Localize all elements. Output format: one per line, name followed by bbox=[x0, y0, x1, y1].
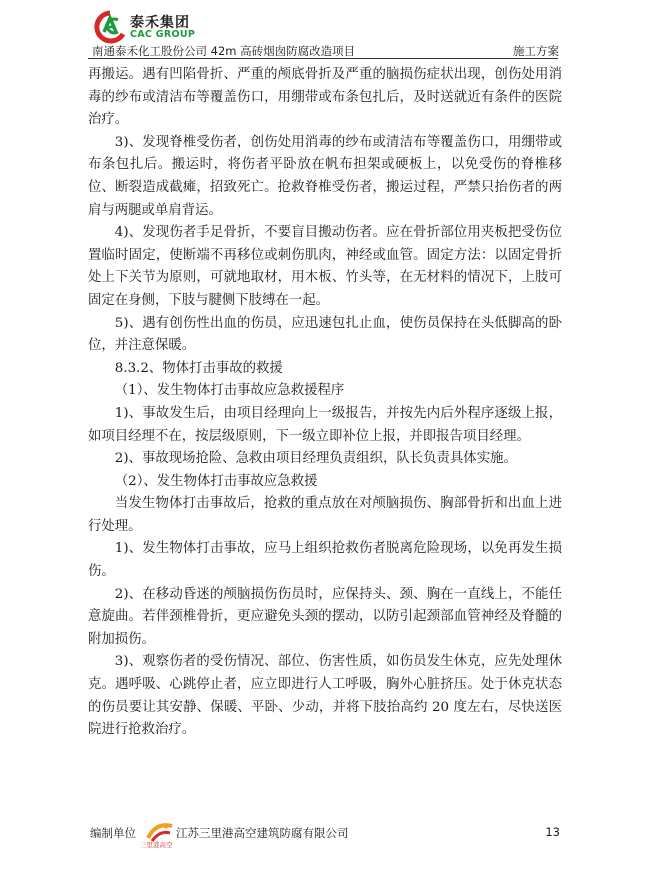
paragraph: 4)、发现伤者手足骨折，不要盲目搬动伤者。应在骨折部位用夹板把受伤位置临时固定，使断端不再移位或刺伤肌肉，神经或血管。固定方法：以固定骨折处上下关节为原则，可就地取材，用木板、竹头等，在无材料的情况下，上肢可固定在身侧，下肢与腱侧下肢缚在一起。 bbox=[88, 225, 562, 308]
footer-company-name: 江苏三里港高空建筑防腐有限公司 bbox=[176, 826, 349, 840]
header-document-type: 施工方案 bbox=[513, 44, 559, 58]
company-logo bbox=[92, 10, 212, 46]
document-body bbox=[88, 64, 562, 742]
header-project-title: 南通泰禾化工股份公司 42m 高砖烟囱防腐改造项目 bbox=[92, 44, 356, 58]
page-number: 13 bbox=[545, 825, 560, 839]
paragraph: 2)、在移动昏迷的颅脑损伤伤员时，应保持头、颈、胸在一直线上，不能任意旋曲。若伴颈椎骨折，更应避免头颈的摆动，以防引起颈部血管神经及脊髓的附加损伤。 bbox=[88, 586, 562, 647]
page-footer bbox=[88, 815, 562, 855]
footer-label: 编制单位 bbox=[90, 826, 136, 840]
paragraph: 1)、事故发生后，由项目经理向上一级报告，并按先内后外程序逐级上报，如项目经理不在，按层级原则，下一级立即补位上报，并即报告项目经理。 bbox=[88, 405, 562, 444]
section-heading: 8.3.2、物体打击事故的救援 bbox=[114, 360, 283, 376]
paragraph: 2)、事故现场抢险、急救由项目经理负责组织，队长负责具体实施。 bbox=[114, 451, 517, 467]
header-divider bbox=[88, 58, 558, 59]
paragraph: 再搬运。遇有凹陷骨折、严重的颅底骨折及严重的脑损伤症状出现，创伤处用消毒的纱布或清洁布等覆盖伤口，用绷带或布条包扎后，及时送就近有条件的医院治疗。 bbox=[88, 67, 562, 128]
cac-logo-icon bbox=[92, 10, 128, 44]
paragraph: 3)、观察伤者的受伤情况、部位、伤害性质，如伤员发生休克，应先处理休克。遇呼吸、心跳停止者，应立即进行人工呼吸，胸外心脏挤压。处于休克状态的伤员要让其安静、保暖、平卧、少动，并将下肢抬高约 20 度左右，尽快送医院进行抢救治疗。 bbox=[88, 654, 562, 738]
paragraph: 当发生物体打击事故后，抢救的重点放在对颅脑损伤、胸部骨折和出血上进行处理。 bbox=[88, 496, 562, 534]
footer-logo-caption: 三里港高空 bbox=[140, 841, 173, 849]
subsection-heading: （2）、发生物体打击事故应急救援 bbox=[114, 473, 318, 489]
logo-chinese-name: 泰禾集团 bbox=[130, 15, 190, 31]
logo-english-name: CAC GROUP bbox=[130, 29, 196, 40]
paragraph: 1)、发生物体打击事故，应马上组织抢救伤者脱离危险现场，以免再发生损伤。 bbox=[88, 541, 562, 580]
paragraph: 5)、遇有创伤性出血的伤员，应迅速包扎止血，使伤员保持在头低脚高的卧位，并注意保暖。 bbox=[88, 315, 562, 354]
paragraph: 3)、发现脊椎受伤者，创伤处用消毒的纱布或清洁布等覆盖伤口，用绷带或布条包扎后。搬运时，将伤者平卧放在帆布担架或硬板上，以免受伤的脊椎移位、断裂造成截瘫，招致死亡。抢救脊椎受伤者，搬运过程，严禁只抬伤者的两肩与两腿或单肩背运。 bbox=[88, 134, 562, 218]
subsection-heading: （1）、发生物体打击事故应急救援程序 bbox=[114, 383, 345, 399]
